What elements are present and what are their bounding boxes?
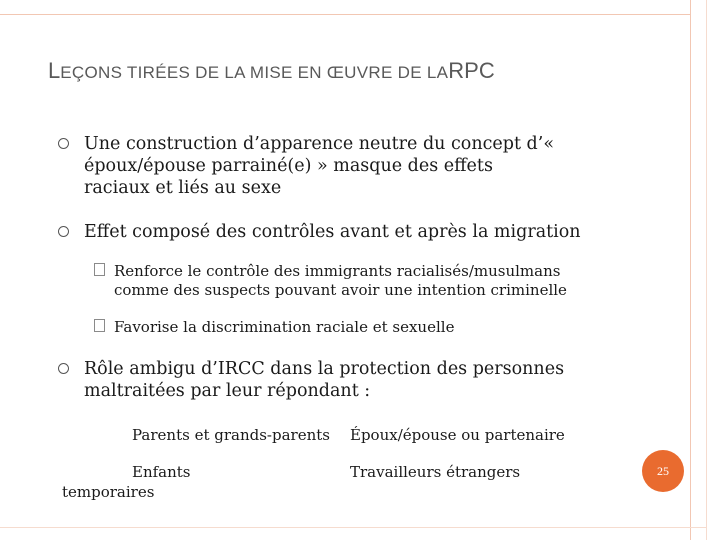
bullet-2 (84, 221, 644, 243)
title-initial: L (48, 58, 61, 83)
slide-title (48, 58, 495, 84)
slide-frame-bottom (0, 527, 706, 528)
category-parents: Parents et grands-parents (132, 426, 330, 444)
category-spouse: Époux/épouse ou partenaire (350, 426, 565, 444)
bullet-1-text: Une construction d’apparence neutre du concept d’« époux/épouse parrainé(e) » masque des effets raciaux et liés au sexe (84, 134, 555, 198)
category-children-continued: temporaires (62, 483, 155, 501)
sub-bullet-box-icon (94, 319, 105, 332)
slide-frame-right (690, 0, 691, 540)
category-children: Enfants (132, 463, 191, 481)
bullet-2-text: Effet composé des contrôles avant et après la migration (84, 222, 581, 242)
page-number-badge (642, 450, 684, 492)
title-small-caps: EÇONS TIRÉES DE LA MISE EN ŒUVRE DE LA (60, 63, 449, 82)
bullet-1 (84, 133, 564, 199)
sub-bullet-box-icon (94, 263, 105, 276)
bullet-circle-icon (58, 226, 69, 237)
bullet-circle-icon (58, 138, 69, 149)
sub-bullet-2 (114, 318, 614, 337)
sub-bullet-1 (114, 262, 614, 300)
slide-frame-top (0, 14, 690, 15)
page-number: 25 (657, 463, 669, 478)
sub-bullet-2-text: Favorise la discrimination raciale et sexuelle (114, 318, 455, 336)
slide-frame-right-outer (706, 0, 707, 540)
sub-bullet-1-text: Renforce le contrôle des immigrants racialisés/musulmans comme des suspects pouvant avoir une intention criminelle (114, 262, 567, 299)
category-workers: Travailleurs étrangers (350, 463, 521, 481)
bullet-3 (84, 358, 604, 402)
bullet-circle-icon (58, 363, 69, 374)
bullet-3-text: Rôle ambigu d’IRCC dans la protection des personnes maltraitées par leur répondant : (84, 359, 565, 401)
title-acronym: RPC (448, 58, 495, 83)
